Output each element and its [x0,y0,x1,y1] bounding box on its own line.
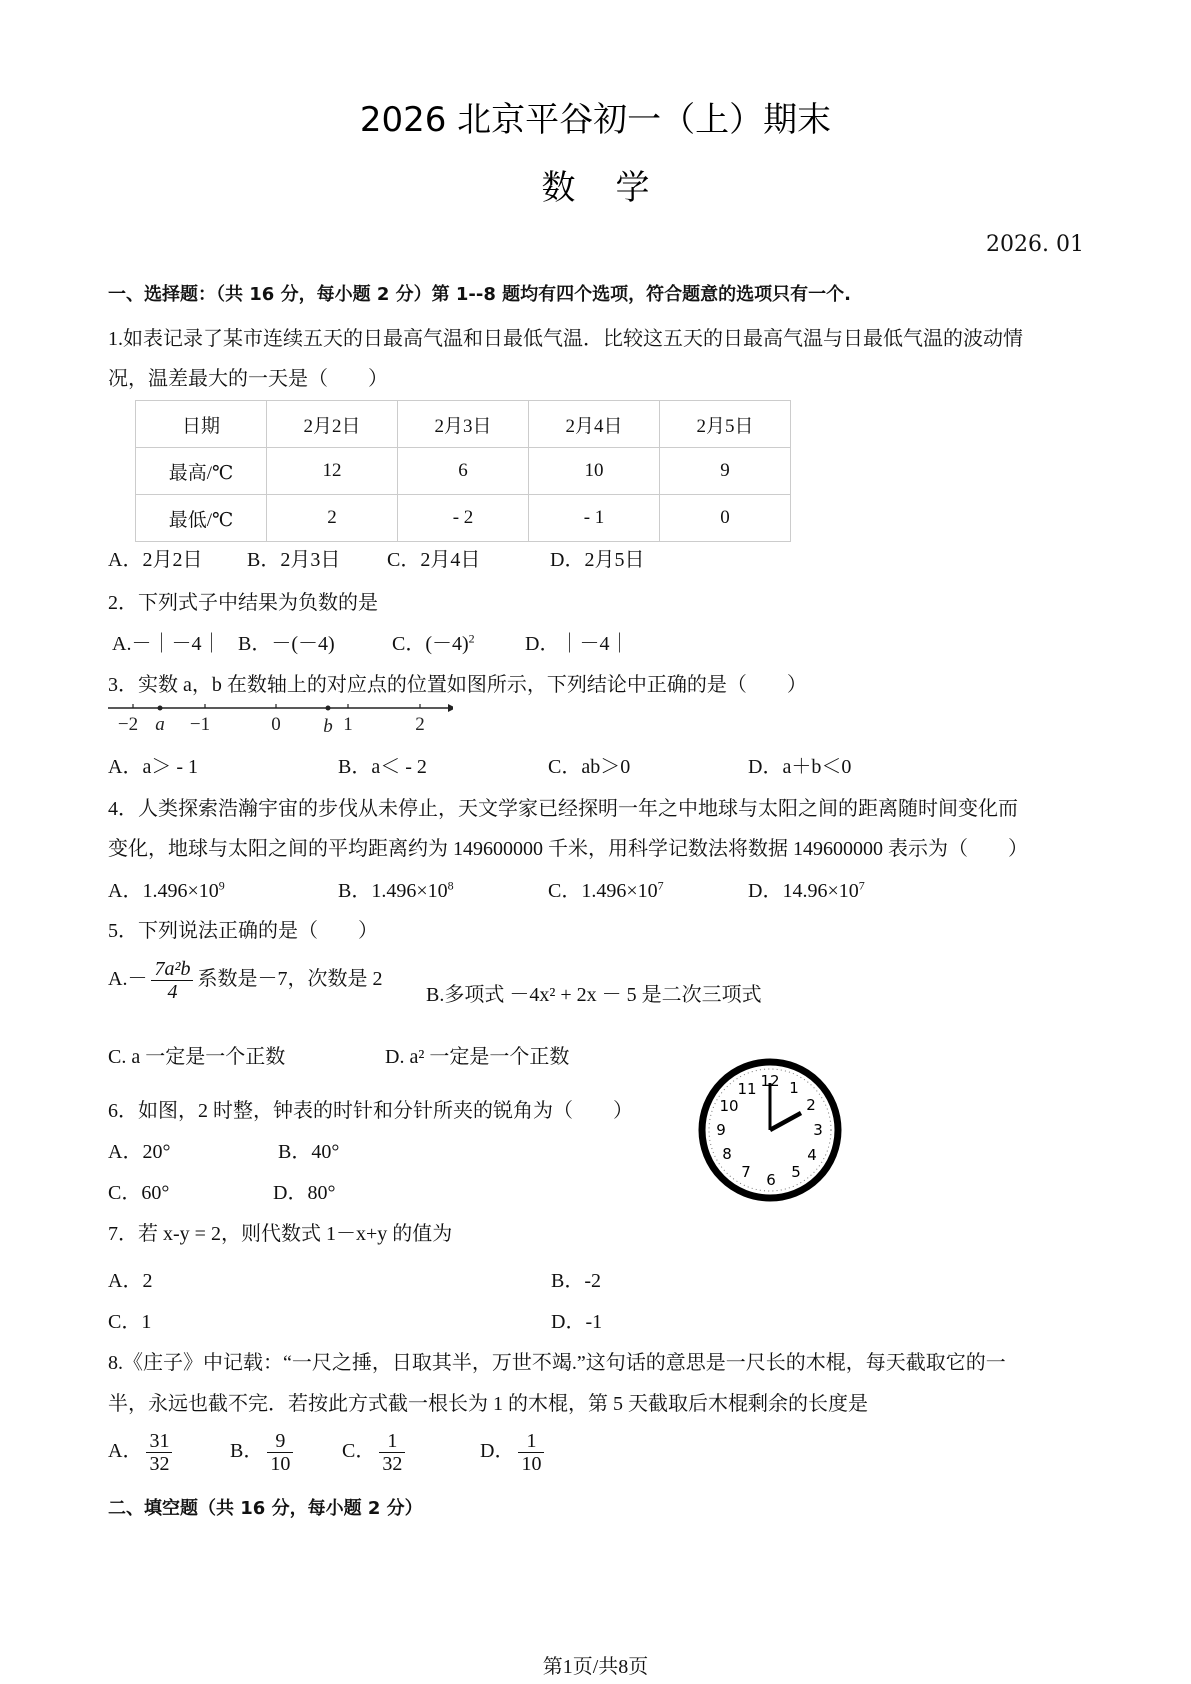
q4-option-c-exponent: 7 [657,878,664,893]
q3-option-b: B．a＜ - 2 [338,756,427,778]
page-number: 第1页/共8页 [542,1656,649,1678]
q4-option-c-text: C．1.496×10 [548,880,658,902]
q7-option-a: A．2 [108,1270,153,1292]
fraction-numerator: 31 [146,1430,172,1453]
q6-option-d: D．80° [273,1182,336,1204]
q2-stem: 2．下列式子中结果为负数的是 [108,592,378,614]
svg-text:a: a [155,714,165,735]
table-cell: 10 [529,448,660,495]
q4-stem-line2: 变化，地球与太阳之间的平均距离约为 149600000 千米，用科学记数法将数据 149600000 表示为（ ） [108,838,1028,860]
table-cell: 0 [660,495,791,542]
table-cell: 2月4日 [529,401,660,448]
table-header-row [136,401,791,448]
svg-text:8: 8 [722,1145,732,1163]
fraction-numerator: 7a²b [151,958,193,981]
table-row [136,448,791,495]
q1-option-c: C．2月4日 [387,549,481,571]
q4-option-d-text: D．14.96×10 [748,880,859,902]
q3-option-a: A．a＞ - 1 [108,756,198,778]
q8-option-a-fraction [146,1430,172,1475]
table-cell: 2月2日 [267,401,398,448]
q8-option-d-fraction [518,1430,544,1475]
svg-text:3: 3 [813,1121,823,1139]
fraction-denominator: 4 [167,981,178,1003]
fraction-numerator: 1 [518,1430,544,1453]
q8-option-a-label: A． [108,1440,143,1463]
clock-figure [695,1055,845,1205]
q7-option-b: B．-2 [551,1270,601,1292]
q1-stem-line2: 况，温差最大的一天是（ ） [108,368,388,390]
q8-option-c-label: C． [342,1440,376,1463]
q8-option-a [108,1430,176,1475]
q7-option-c: C．1 [108,1311,152,1333]
section2-heading: 二、填空题（共 16 分，每小题 2 分） [108,1498,423,1519]
number-line-figure [108,700,453,740]
q8-option-d [480,1430,548,1475]
table-cell: 最高/℃ [136,448,267,495]
svg-text:12: 12 [760,1072,780,1090]
svg-text:0: 0 [271,714,281,735]
q4-option-a-text: A．1.496×10 [108,880,219,902]
fraction-denominator: 32 [149,1453,170,1475]
q5-stem: 5．下列说法正确的是（ ） [108,920,378,942]
q4-option-b [338,874,454,903]
svg-text:2: 2 [806,1096,816,1114]
svg-text:4: 4 [807,1146,817,1164]
svg-text:b: b [323,716,333,737]
q4-option-a-exponent: 9 [218,878,225,893]
fraction-denominator: 10 [521,1453,542,1475]
q5-option-c: C. a 一定是一个正数 [108,1046,286,1068]
q2-option-c-exponent: 2 [468,631,475,646]
q6-stem: 6．如图，2 时整，钟表的时针和分针所夹的锐角为（ ） [108,1100,633,1122]
q8-option-b-label: B． [230,1440,264,1463]
q3-option-d: D．a＋b＜0 [748,756,852,778]
q5-option-a [108,958,382,1003]
q4-option-d [748,874,865,903]
q4-option-c [548,874,664,903]
table-cell: 2 [267,495,398,542]
subject-title: 数学 [541,168,690,208]
q4-stem-line1: 4．人类探索浩瀚宇宙的步伐从未停止，天文学家已经探明一年之中地球与太阳之间的距离随时间变化而 [108,798,1018,820]
q8-option-b-fraction [267,1430,293,1475]
section1-heading: 一、选择题：（共 16 分，每小题 2 分）第 1--8 题均有四个选项，符合题意的选项只有一个. [108,284,851,305]
q1-option-d: D．2月5日 [550,549,645,571]
q4-option-b-text: B．1.496×10 [338,880,448,902]
q2-option-a: A.－｜－4｜ [112,633,222,655]
svg-text:5: 5 [791,1163,801,1181]
svg-text:1: 1 [343,714,353,735]
q8-option-d-label: D． [480,1440,515,1463]
q5-option-a-suffix: 系数是－7，次数是 2 [197,968,383,991]
svg-text:6: 6 [766,1171,776,1189]
q8-option-c-fraction [379,1430,405,1475]
svg-text:−1: −1 [189,714,211,735]
q1-option-a: A．2月2日 [108,549,203,571]
fraction-numerator: 1 [379,1430,405,1453]
q2-option-c-text: C．(－4) [392,633,469,655]
q3-stem: 3．实数 a，b 在数轴上的对应点的位置如图所示，下列结论中正确的是（ ） [108,674,807,696]
svg-text:11: 11 [737,1080,757,1098]
q3-option-c: C．ab＞0 [548,756,631,778]
exam-date: 2026. 01 [986,232,1084,257]
q2-option-c [392,627,475,656]
q2-option-b: B．－(－4) [238,633,335,655]
svg-text:7: 7 [741,1163,751,1181]
table-cell: 9 [660,448,791,495]
q5-option-b: B.多项式 －4x² + 2x － 5 是二次三项式 [426,984,762,1006]
table-cell: 6 [398,448,529,495]
document-title: 2026 北京平谷初一（上）期末 [359,100,832,140]
table-cell: 2月5日 [660,401,791,448]
svg-text:9: 9 [716,1121,726,1139]
q1-stem-line1: 1.如表记录了某市连续五天的日最高气温和日最低气温．比较这五天的日最高气温与日最低气温的波动情 [108,328,1023,350]
svg-text:−2: −2 [117,714,139,735]
q4-option-a [108,874,225,903]
q4-option-b-exponent: 8 [447,878,454,893]
q5-option-d: D. a² 一定是一个正数 [385,1046,570,1068]
fraction-denominator: 10 [270,1453,291,1475]
q8-stem-line1: 8.《庄子》中记载：“一尺之捶，日取其半，万世不竭.”这句话的意思是一尺长的木棍，每天截取它的一 [108,1352,1006,1374]
q5-option-a-prefix: A.－ [108,968,148,991]
svg-text:2: 2 [415,714,425,735]
fraction-denominator: 32 [382,1453,403,1475]
table-cell: 12 [267,448,398,495]
q7-option-d: D．-1 [551,1311,603,1333]
q7-stem: 7．若 x-y = 2，则代数式 1－x+y 的值为 [108,1223,453,1245]
q8-option-b [230,1430,297,1475]
svg-text:10: 10 [719,1097,739,1115]
q4-option-d-exponent: 7 [858,878,865,893]
fraction-numerator: 9 [267,1430,293,1453]
q6-option-c: C．60° [108,1182,170,1204]
q8-option-c [342,1430,409,1475]
q8-stem-line2: 半，永远也截不完．若按此方式截一根长为 1 的木棍，第 5 天截取后木棍剩余的长度是 [108,1393,868,1415]
q6-option-b: B．40° [278,1141,340,1163]
table-cell: 日期 [136,401,267,448]
table-row [136,495,791,542]
q6-option-a: A．20° [108,1141,171,1163]
q5-fraction [151,958,193,1003]
table-cell: 最低/℃ [136,495,267,542]
temperature-table [135,400,791,542]
table-cell: - 1 [529,495,660,542]
q2-option-d: D．｜－4｜ [525,633,630,655]
svg-text:1: 1 [789,1079,799,1097]
table-cell: - 2 [398,495,529,542]
q1-option-b: B．2月3日 [247,549,341,571]
table-cell: 2月3日 [398,401,529,448]
